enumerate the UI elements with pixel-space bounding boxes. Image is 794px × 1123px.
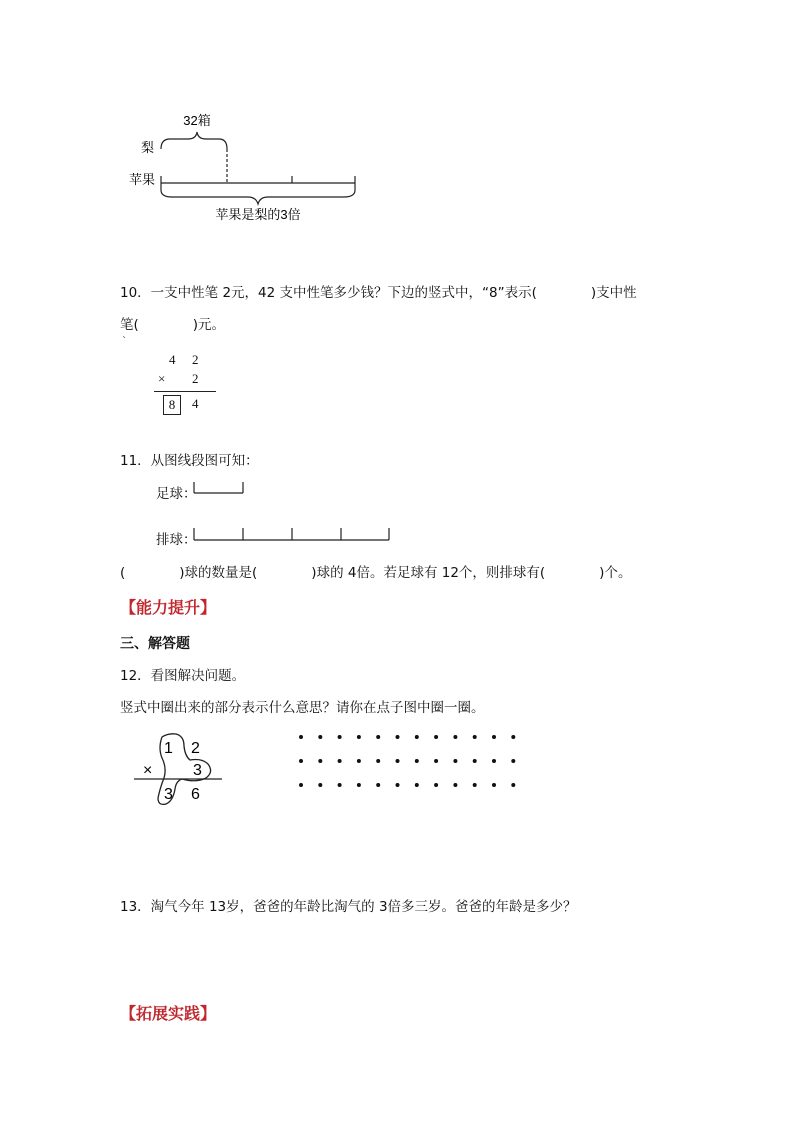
grid-dot[interactable] <box>434 735 438 739</box>
q12-multiplier: 3 <box>193 762 202 779</box>
football-label: 足球： <box>156 486 197 502</box>
boxed-digit: 8 <box>163 395 181 415</box>
calc-top-digit: 4 <box>169 352 176 367</box>
grid-dot[interactable] <box>318 783 322 787</box>
grid-dot[interactable] <box>434 759 438 763</box>
q12-question: 竖式中圈出来的部分表示什么意思？请你在点子图中圈一圈。 <box>120 700 485 716</box>
grid-dot[interactable] <box>357 783 361 787</box>
volleyball-label: 排球： <box>156 532 197 548</box>
q10-vertical-calculation <box>150 352 220 414</box>
grid-dot[interactable] <box>338 735 342 739</box>
grid-dot[interactable] <box>318 735 322 739</box>
grid-dot[interactable] <box>511 735 515 739</box>
pear-brace <box>161 132 227 149</box>
grid-dot[interactable] <box>434 783 438 787</box>
football-segment <box>192 480 248 496</box>
section3-title: 三、解答题 <box>120 636 190 652</box>
grid-dot[interactable] <box>396 759 400 763</box>
q12-circled-calculation <box>128 728 228 808</box>
stray-mark: ˋ <box>122 336 127 347</box>
q12-result-digit: 3 <box>164 786 173 803</box>
pear-label: 梨 <box>141 140 155 155</box>
q12-multiply-sign: × <box>143 762 153 779</box>
grid-dot[interactable] <box>415 783 419 787</box>
grid-dot[interactable] <box>511 783 515 787</box>
grid-dot[interactable] <box>338 783 342 787</box>
calc-multiplier: 2 <box>192 371 199 386</box>
q12-result-digit: 6 <box>191 786 200 803</box>
apple-brace <box>161 190 355 204</box>
grid-dot[interactable] <box>473 783 477 787</box>
multiply-sign: × <box>158 371 166 386</box>
calc-top-digit: 2 <box>192 352 199 367</box>
section-ability-heading: 【能力提升】 <box>120 598 217 617</box>
q10-line1: 10．一支中性笔 2元，42 支中性笔多少钱？下边的竖式中，“8”表示( )支中性 <box>120 285 637 301</box>
diagram-top-label: 32箱 <box>183 113 211 128</box>
grid-dot[interactable] <box>357 735 361 739</box>
grid-dot[interactable] <box>318 759 322 763</box>
q11-prompt: 11．从图线段图可知： <box>120 453 259 469</box>
q11-answer-line: ( )球的数量是( )球的 4倍。若足球有 12个，则排球有( )个。 <box>120 565 632 581</box>
grid-dot[interactable] <box>492 783 496 787</box>
grid-dot[interactable] <box>473 735 477 739</box>
grid-dot[interactable] <box>453 783 457 787</box>
grid-dot[interactable] <box>453 735 457 739</box>
q12-prompt: 12．看图解决问题。 <box>120 668 246 684</box>
dot-grid[interactable] <box>294 730 520 792</box>
q10-line2: 笔( )元。 <box>120 317 226 333</box>
q13-text: 13．淘气今年 13岁，爸爸的年龄比淘气的 3倍多三岁。爸爸的年龄是多少？ <box>120 899 577 915</box>
grid-dot[interactable] <box>396 735 400 739</box>
grid-dot[interactable] <box>376 759 380 763</box>
grid-dot[interactable] <box>492 759 496 763</box>
grid-dot[interactable] <box>299 783 303 787</box>
grid-dot[interactable] <box>492 735 496 739</box>
diagram-bottom-label: 苹果是梨的3倍 <box>215 207 301 222</box>
grid-dot[interactable] <box>357 759 361 763</box>
grid-dot[interactable] <box>338 759 342 763</box>
grid-dot[interactable] <box>376 783 380 787</box>
apple-label: 苹果 <box>129 172 156 187</box>
grid-dot[interactable] <box>415 735 419 739</box>
grid-dot[interactable] <box>376 735 380 739</box>
q12-top-digit: 2 <box>191 740 200 757</box>
grid-dot[interactable] <box>396 783 400 787</box>
calc-result-digit: 4 <box>192 396 199 411</box>
pear-apple-segment-diagram <box>120 105 380 235</box>
q12-top-digit: 1 <box>164 740 173 757</box>
grid-dot[interactable] <box>473 759 477 763</box>
grid-dot[interactable] <box>453 759 457 763</box>
grid-dot[interactable] <box>299 735 303 739</box>
grid-dot[interactable] <box>299 759 303 763</box>
grid-dot[interactable] <box>511 759 515 763</box>
section-expand-heading: 【拓展实践】 <box>120 1004 217 1023</box>
calc-rule <box>154 391 216 392</box>
volleyball-segment <box>192 526 394 542</box>
grid-dot[interactable] <box>415 759 419 763</box>
